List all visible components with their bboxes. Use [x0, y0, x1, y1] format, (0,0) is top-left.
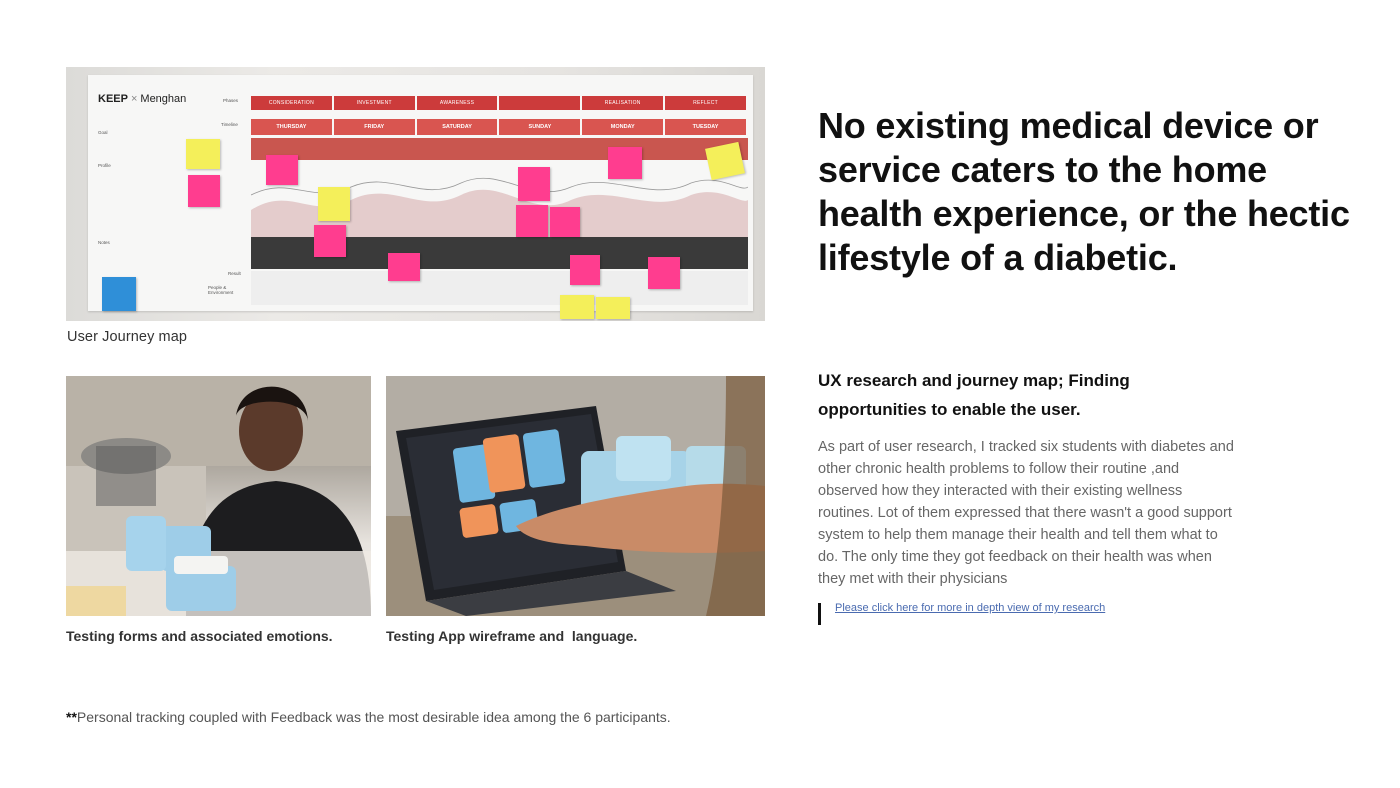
footnote-marker: ** [66, 709, 77, 725]
journey-day: FRIDAY [334, 119, 415, 135]
sticky-note [388, 253, 420, 281]
sticky-note [608, 147, 642, 179]
link-accent-bar [818, 603, 821, 625]
sticky-note [516, 205, 548, 237]
journey-row-label-notes: Notes [98, 240, 110, 245]
testing-forms-illustration [66, 376, 371, 616]
sticky-note [314, 225, 346, 257]
journey-phase: REALISATION [582, 96, 663, 110]
journey-row-label-phases: Phases [223, 98, 239, 103]
journey-day: MONDAY [582, 119, 663, 135]
research-description: As part of user research, I tracked six students with diabetes and other chronic health problems to follow their routine ,and observed how they interacted with their existing wellness routines. Lot of them expressed that there wasn't a good support system to help them manage their health and tell them what to do. The only time they got feedback on their health was when they met with their physicians [818, 439, 1234, 587]
journey-row-label-timeline: Timeline [221, 122, 238, 127]
journey-row-label-profile: Profile [98, 163, 111, 168]
sticky-note [102, 277, 136, 311]
journey-days-row [251, 119, 748, 135]
journey-phase: INVESTMENT [334, 96, 415, 110]
section-subheading: UX research and journey map; Finding opportunities to enable the user. [818, 371, 1130, 419]
journey-emotion-band [251, 138, 748, 160]
journey-map-brand-name: KEEP [98, 93, 128, 105]
journey-row-label-result: Result [228, 271, 241, 276]
sticky-note [186, 139, 220, 169]
journey-map-brand-partner: Menghan [140, 93, 187, 105]
journey-map-brand-separator: × [130, 93, 138, 105]
sticky-note [550, 207, 580, 237]
journey-map-brand [98, 93, 186, 105]
journey-phase: REFLECT [665, 96, 746, 110]
journey-row-label-goal: Goal [98, 130, 108, 135]
sticky-note [266, 155, 298, 185]
testing-forms-photo [66, 376, 371, 616]
journey-day: SATURDAY [417, 119, 498, 135]
testing-forms-caption: Testing forms and associated emotions. [66, 628, 333, 644]
journey-phase: CONSIDERATION [251, 96, 332, 110]
sticky-note [570, 255, 600, 285]
testing-app-illustration [386, 376, 765, 616]
sticky-note [596, 297, 630, 319]
sticky-note [518, 167, 550, 201]
journey-map-caption: User Journey map [67, 329, 188, 345]
journey-phases-row [251, 96, 748, 110]
page-headline: No existing medical device or service caters to the home health experience, or the hectic lifestyle of a diabetic. [818, 105, 1350, 278]
journey-row-label-people: People & Environment [208, 285, 234, 295]
sticky-note [188, 175, 220, 207]
testing-app-photo [386, 376, 765, 616]
journey-phase: AWARENESS [417, 96, 498, 110]
sticky-note [648, 257, 680, 289]
journey-phase [499, 96, 580, 110]
research-link[interactable]: Please click here for more in depth view of my research [835, 602, 1106, 614]
journey-day: SUNDAY [499, 119, 580, 135]
sticky-note [318, 187, 350, 221]
testing-app-caption: Testing App wireframe and language. [386, 628, 638, 644]
journey-day: THURSDAY [251, 119, 332, 135]
journey-day: TUESDAY [665, 119, 746, 135]
footnote-text: Personal tracking coupled with Feedback was the most desirable idea among the 6 participants. [76, 709, 671, 725]
journey-map-image [66, 67, 765, 321]
footnote [66, 709, 671, 725]
sticky-note [560, 295, 594, 319]
journey-map-poster [88, 75, 753, 311]
